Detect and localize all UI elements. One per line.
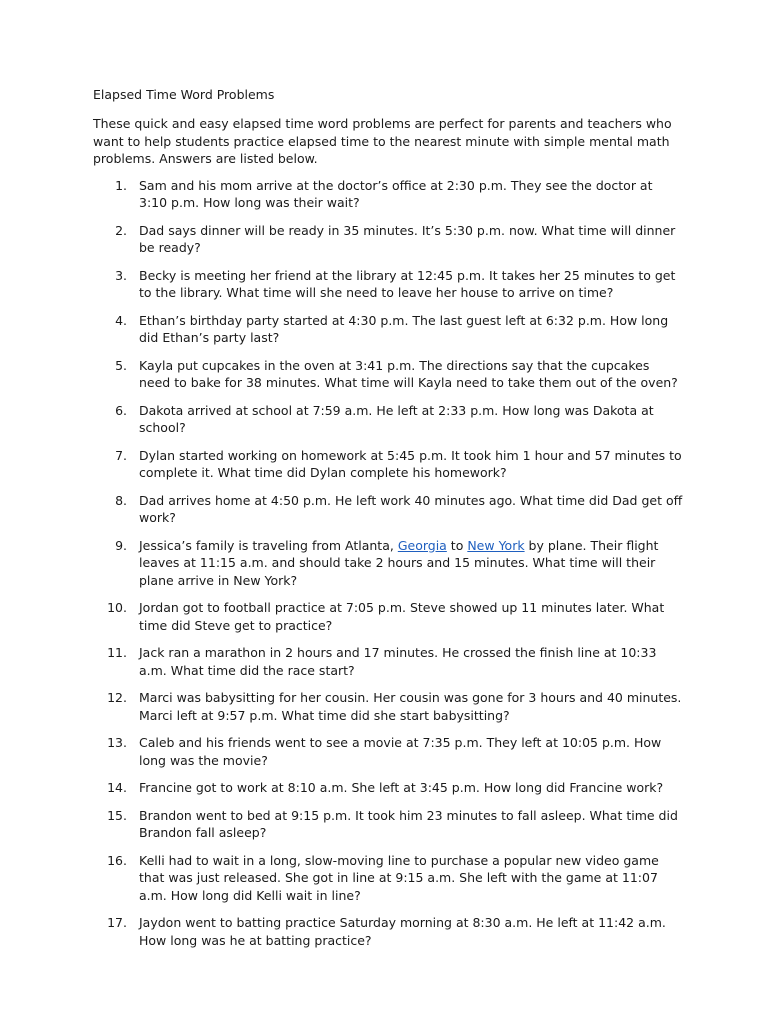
list-item-text: Dad says dinner will be ready in 35 minutes. It’s 5:30 p.m. now. What time will dinner be ready? <box>139 222 676 255</box>
list-item-number: 1. <box>115 177 127 193</box>
list-item-number: 9. <box>115 537 127 553</box>
list-item-text: Ethan’s birthday party started at 4:30 p.m. The last guest left at 6:32 p.m. How long did Ethan’s party last? <box>139 312 669 345</box>
list-item <box>93 357 683 392</box>
list-item-text: Kelli had to wait in a long, slow-moving line to purchase a popular new video game that was just released. She got in line at 9:15 a.m. She left with the game at 11:07 a.m. How long did Kelli wait in line? <box>139 852 659 903</box>
list-item-number: 17. <box>107 915 127 930</box>
list-item-number: 4. <box>115 312 127 328</box>
list-item-text: Dakota arrived at school at 7:59 a.m. He left at 2:33 p.m. How long was Dakota at school? <box>139 402 654 435</box>
list-item-text: Jordan got to football practice at 7:05 p.m. Steve showed up 11 minutes later. What time did Steve get to practice? <box>139 600 665 633</box>
list-item <box>93 492 683 527</box>
list-item-number: 13. <box>107 735 127 750</box>
list-item-text: Brandon went to bed at 9:15 p.m. It took him 23 minutes to fall asleep. What time did Brandon fall asleep? <box>139 807 678 840</box>
list-item-number: 11. <box>107 645 127 660</box>
list-item <box>93 537 683 590</box>
list-item <box>93 914 683 949</box>
list-item <box>93 689 683 724</box>
list-item-text: Jaydon went to batting practice Saturday morning at 8:30 a.m. He left at 11:42 a.m. How long was he at batting practice? <box>139 915 666 948</box>
list-item-number: 8. <box>115 492 127 508</box>
list-item-text: Caleb and his friends went to see a movie at 7:35 p.m. They left at 10:05 p.m. How long was the movie? <box>139 735 662 768</box>
problem-list <box>93 177 683 950</box>
list-item-number: 7. <box>115 447 127 463</box>
list-item <box>93 852 683 905</box>
list-item-text: Kayla put cupcakes in the oven at 3:41 p.m. The directions say that the cupcakes need to bake for 38 minutes. What time will Kayla need to take them out of the oven? <box>139 357 678 390</box>
list-item-number: 10. <box>107 600 127 615</box>
list-item <box>93 402 683 437</box>
list-item <box>93 779 683 797</box>
list-item-number: 6. <box>115 402 127 418</box>
intro-paragraph: These quick and easy elapsed time word problems are perfect for parents and teachers who want to help students practice elapsed time to the nearest minute with simple mental math problems. Answers are listed below. <box>93 116 672 166</box>
list-item-text: Francine got to work at 8:10 a.m. She left at 3:45 p.m. How long did Francine work? <box>139 780 664 795</box>
document-page <box>93 86 683 959</box>
list-item-text: Dylan started working on homework at 5:45 p.m. It took him 1 hour and 57 minutes to complete it. What time did Dylan complete his homework? <box>139 447 682 480</box>
list-item-text-before: Jessica’s family is traveling from Atlanta, <box>139 537 398 553</box>
list-item <box>93 644 683 679</box>
list-item <box>93 807 683 842</box>
list-item <box>93 599 683 634</box>
list-item-number: 12. <box>107 690 127 705</box>
list-item <box>93 312 683 347</box>
link-new-york[interactable]: New York <box>467 537 525 553</box>
list-item <box>93 222 683 257</box>
list-item-text-after: by plane. Their flight leaves at 11:15 a.m. and should take 2 hours and 15 minutes. What time will their plane arrive in New York? <box>139 537 659 588</box>
list-item-number: 14. <box>107 780 127 795</box>
list-item-number: 2. <box>115 222 127 238</box>
document-title: Elapsed Time Word Problems <box>93 87 275 102</box>
list-item-number: 16. <box>107 852 127 868</box>
list-item-text: Marci was babysitting for her cousin. Her cousin was gone for 3 hours and 40 minutes. Marci left at 9:57 p.m. What time did she start babysitting? <box>139 690 682 723</box>
list-item-text: Becky is meeting her friend at the library at 12:45 p.m. It takes her 25 minutes to get to the library. What time will she need to leave her house to arrive on time? <box>139 267 676 300</box>
list-item-text: Jack ran a marathon in 2 hours and 17 minutes. He crossed the finish line at 10:33 a.m. What time did the race start? <box>139 645 657 678</box>
list-item <box>93 447 683 482</box>
list-item <box>93 267 683 302</box>
list-item <box>93 734 683 769</box>
list-item-text-middle: to <box>446 537 468 553</box>
list-item-text: Dad arrives home at 4:50 p.m. He left work 40 minutes ago. What time did Dad get off work? <box>139 492 683 525</box>
list-item-text: Sam and his mom arrive at the doctor’s office at 2:30 p.m. They see the doctor at 3:10 p.m. How long was their wait? <box>139 177 653 210</box>
list-item-number: 5. <box>115 357 127 373</box>
link-georgia[interactable]: Georgia <box>397 537 447 553</box>
list-item-number: 15. <box>107 807 127 823</box>
list-item-number: 3. <box>115 267 127 283</box>
list-item <box>93 177 683 212</box>
